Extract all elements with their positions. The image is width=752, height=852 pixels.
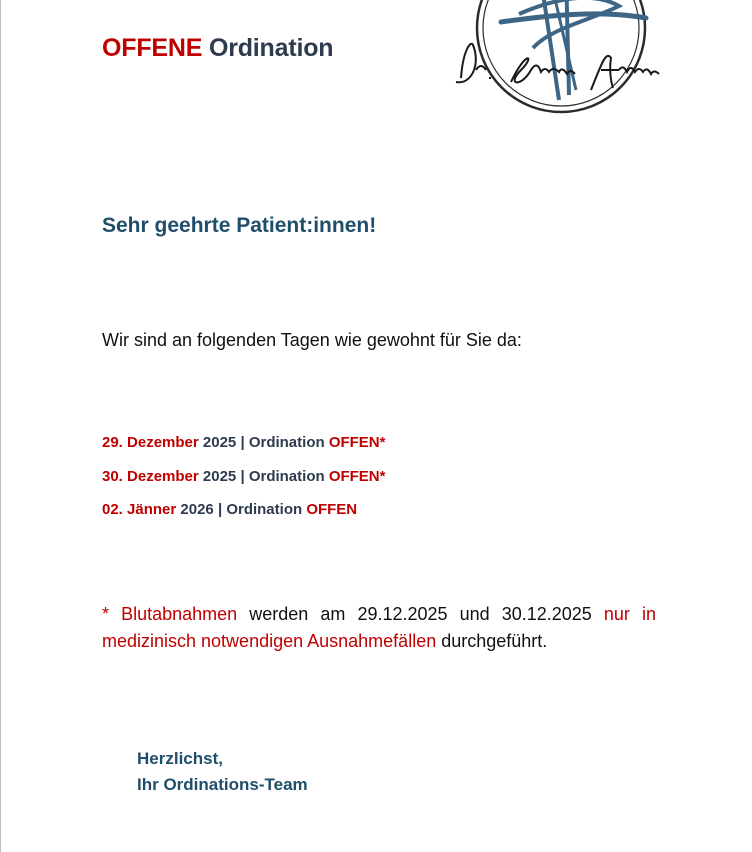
separator: | [217, 501, 223, 518]
signature [137, 746, 308, 798]
date-status: OFFEN* [328, 434, 386, 451]
date-status: OFFEN [306, 501, 358, 518]
note-highlight-2: nur in medizinisch notwendigen Ausnahmefällen [102, 604, 656, 651]
date-day: 02. Jänner [102, 501, 177, 518]
title-highlight: OFFENE [102, 34, 203, 62]
title-rest: Ordination [208, 34, 334, 62]
date-row [102, 501, 385, 535]
signature-logo-icon [441, 0, 681, 120]
note-text-2: durchgeführt. [436, 631, 548, 651]
greeting-heading: Sehr geehrte Patient:innen! [102, 214, 377, 237]
practice-logo [441, 0, 681, 120]
date-year: 2026 [180, 501, 214, 518]
signature-line-2: Ihr Ordinations-Team [137, 775, 308, 794]
date-day: 29. Dezember [102, 434, 199, 451]
intro-text: Wir sind an folgenden Tagen wie gewohnt für Sie da: [102, 330, 522, 350]
separator: | [240, 467, 245, 485]
date-day: 30. Dezember [102, 467, 199, 485]
date-year: 2025 [202, 434, 237, 451]
date-row [102, 468, 385, 502]
note-text-1: werden am 29.12.2025 und 30.12.2025 [237, 604, 604, 624]
note-highlight-1: * Blutabnahmen [102, 604, 238, 624]
date-year: 2025 [202, 467, 237, 485]
blood-draw-note [102, 601, 656, 655]
date-label: Ordination [248, 467, 325, 485]
page-title [102, 34, 333, 63]
separator: | [240, 434, 245, 451]
signature-line-1: Herzlichst, [137, 749, 223, 768]
date-label: Ordination [248, 434, 325, 451]
date-row [102, 434, 385, 468]
opening-dates-list [102, 434, 385, 535]
date-status: OFFEN* [328, 467, 386, 485]
date-label: Ordination [226, 501, 303, 518]
